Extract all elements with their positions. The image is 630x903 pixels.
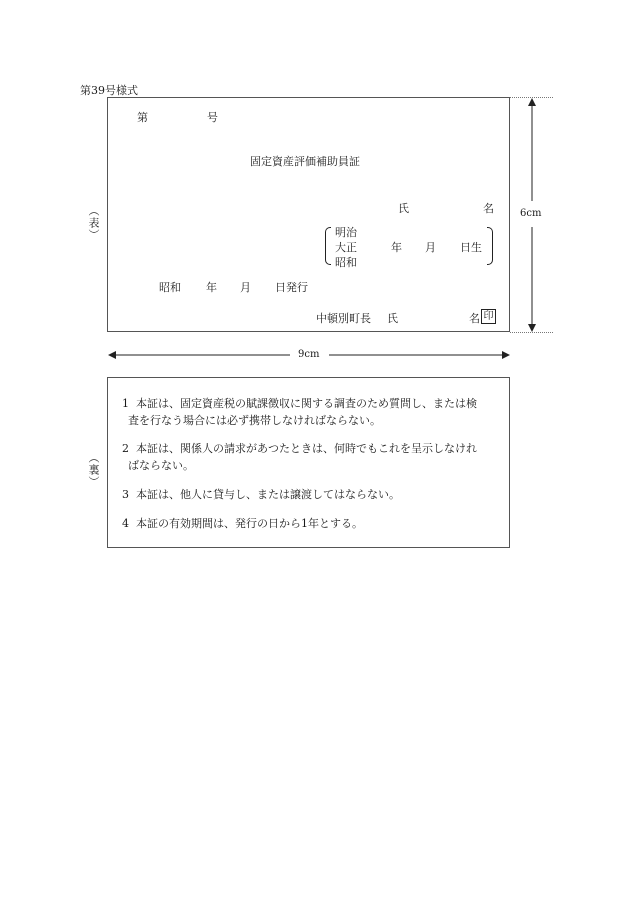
- note-2-line2: ばならない。: [128, 459, 194, 472]
- birth-tsuki: 月: [425, 241, 436, 254]
- era-bracket-left: [325, 227, 331, 265]
- note-3-line1: 本証は、他人に貸与し、または譲渡してはならない。: [136, 488, 400, 501]
- seal-mark: 印: [481, 309, 496, 324]
- issue-suffix: 日発行: [275, 281, 308, 294]
- note-4-num: 4: [122, 517, 129, 530]
- note-1-num: 1: [122, 397, 129, 410]
- issue-nen: 年: [206, 281, 217, 294]
- birth-hisei: 日生: [460, 241, 482, 254]
- front-side-label: （表）: [87, 205, 100, 241]
- note-1: [122, 395, 507, 429]
- number-dai: 第: [137, 111, 148, 124]
- era-bracket-right: [487, 227, 493, 265]
- card-title: 固定資産評価補助員証: [250, 155, 360, 168]
- note-1-line2: 査を行なう場合には必ず携帯しなければならない。: [128, 414, 381, 427]
- era-taisho: 大正: [335, 241, 357, 254]
- note-3-num: 3: [122, 488, 129, 501]
- note-2: [122, 440, 507, 474]
- issuer-mei: 名: [469, 312, 480, 325]
- note-4-line1: 本証の有効期間は、発行の日から1年とする。: [136, 517, 363, 530]
- height-label: 6cm: [520, 208, 542, 219]
- name-shi: 氏: [398, 202, 409, 215]
- issue-tsuki: 月: [240, 281, 251, 294]
- back-side-label: （裏）: [87, 452, 100, 488]
- width-label: 9cm: [298, 349, 320, 360]
- note-2-num: 2: [122, 442, 129, 455]
- number-go: 号: [207, 111, 218, 124]
- era-meiji: 明治: [335, 226, 357, 239]
- name-mei: 名: [483, 202, 494, 215]
- note-3: [122, 486, 507, 503]
- note-4: [122, 515, 507, 532]
- birth-nen: 年: [391, 241, 402, 254]
- issuer-title: 中頓別町長: [316, 312, 371, 325]
- card-front: [107, 97, 510, 332]
- note-2-line1: 本証は、関係人の請求があつたときは、何時でもこれを呈示しなけれ: [136, 442, 477, 455]
- issue-era: 昭和: [159, 281, 181, 294]
- era-showa: 昭和: [335, 256, 357, 269]
- note-1-line1: 本証は、固定資産税の賦課徴収に関する調査のため質問し、または検: [136, 397, 477, 410]
- issuer-shi: 氏: [387, 312, 398, 325]
- form-number: 第39号様式: [80, 84, 138, 97]
